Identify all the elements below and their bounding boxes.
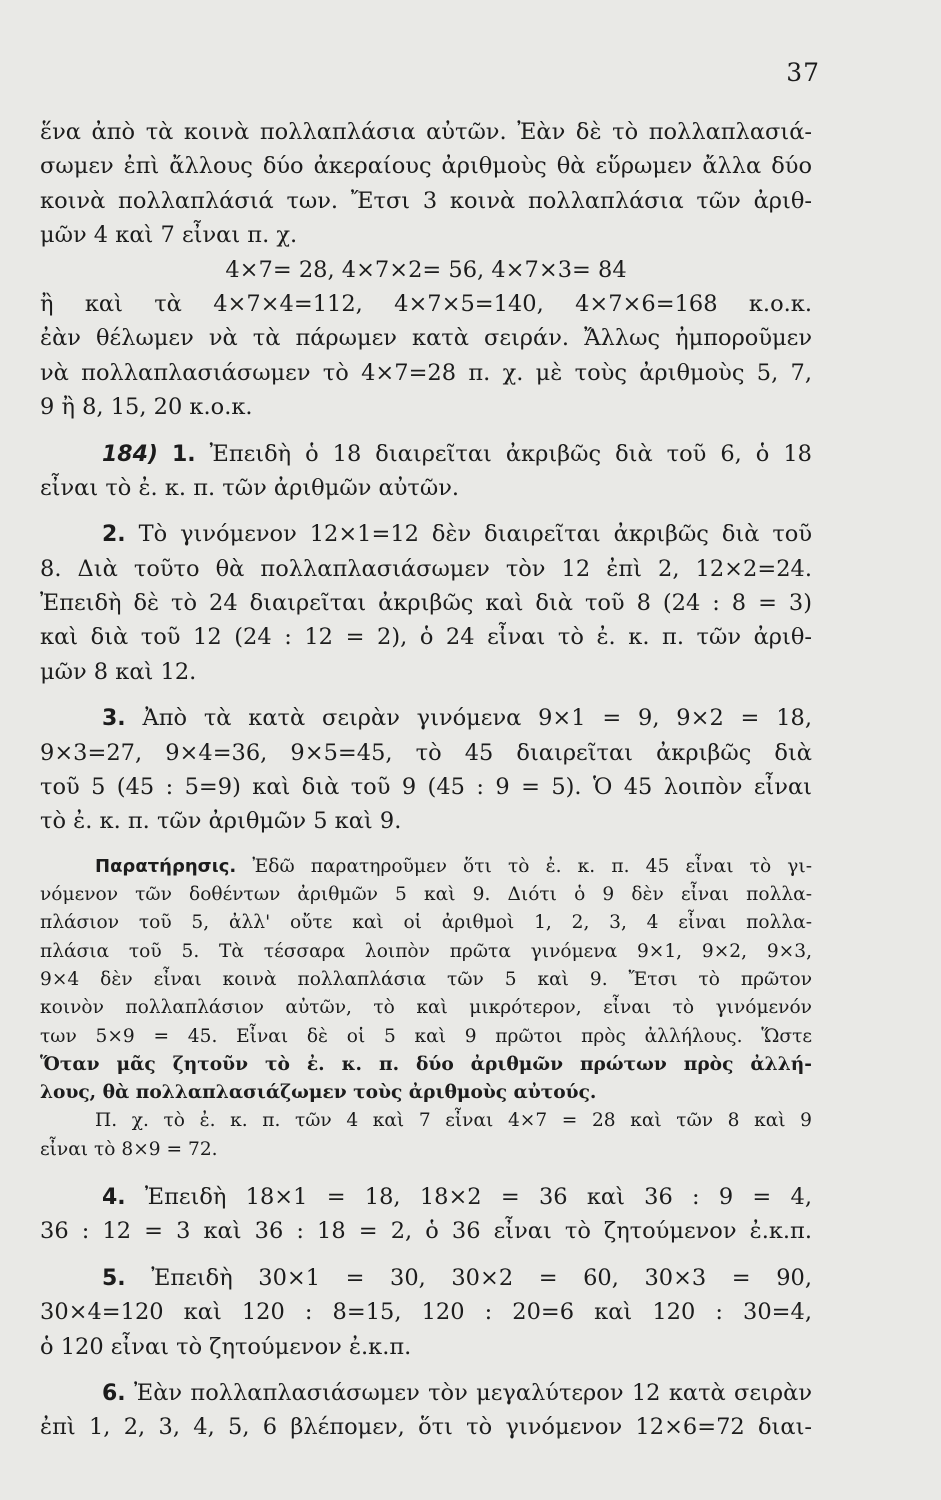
- remark-label: Παρατήρησις.: [95, 855, 237, 877]
- remark-block: [40, 853, 812, 1164]
- item-1-first-line: [40, 437, 812, 471]
- item-5-first-line: [40, 1261, 812, 1295]
- remark-line: πλάσιον τοῦ 5, ἀλλ' οὔτε καὶ οἱ ἀριθμοὶ 1, 2, 3, 4 εἶναι πολλα-: [40, 912, 812, 934]
- item-number: 2.: [102, 522, 126, 548]
- equation-line: 4×7= 28, 4×7×2= 56, 4×7×3= 84: [225, 256, 627, 283]
- remark-line: των 5×9 = 45. Εἶναι δὲ οἱ 5 καὶ 9 πρῶτοι πρὸς ἀλλήλους. Ὥστε: [40, 1025, 812, 1047]
- text-line: 9 ἢ 8, 15, 20 κ.ο.κ.: [40, 394, 253, 421]
- rule-line: Ὅταν μᾶς ζητοῦν τὸ ἐ. κ. π. δύο ἀριθμῶν πρώτων πρὸς ἀλλή-: [40, 1053, 812, 1075]
- item-number: 3.: [102, 706, 126, 732]
- text-line: τοῦ 5 (45 : 5=9) καὶ διὰ τοῦ 9 (45 : 9 = 5). Ὁ 45 λοιπὸν εἶναι: [40, 774, 812, 801]
- remark-text: Ἐδῶ παρατηροῦμεν ὅτι τὸ ἐ. κ. π. 45 εἶναι τὸ γι-: [236, 855, 812, 877]
- text-line: 9×3=27, 9×4=36, 9×5=45, τὸ 45 διαιρεῖται ἀκριβῶς διὰ: [40, 739, 812, 766]
- text-line: Ἐπειδὴ δὲ τὸ 24 διαιρεῖται ἀκριβῶς καὶ διὰ τοῦ 8 (24 : 8 = 3): [40, 590, 812, 617]
- text-line: 30×4=120 καὶ 120 : 8=15, 120 : 20=6 καὶ 120 : 30=4,: [40, 1299, 812, 1326]
- text-line: ἐὰν θέλωμεν νὰ τὰ πάρωμεν κατὰ σειράν. Ἄλλως ἠμποροῦμεν: [40, 325, 812, 352]
- item-4-first-line: [40, 1180, 812, 1214]
- remark-line: νόμενον τῶν δοθέντων ἀριθμῶν 5 καὶ 9. Διότι ὁ 9 δὲν εἶναι πολλα-: [40, 884, 812, 906]
- remark-line: πλάσια τοῦ 5. Τὰ τέσσαρα λοιπὸν πρῶτα γινόμενα 9×1, 9×2, 9×3,: [40, 940, 812, 962]
- text-line: μῶν 8 καὶ 12.: [40, 658, 197, 685]
- item-number: 5.: [102, 1265, 126, 1291]
- item-6-first-line: [40, 1376, 812, 1410]
- item-number: 1.: [171, 441, 196, 467]
- page-number: 37: [786, 58, 820, 87]
- text-line: ἐπὶ 1, 2, 3, 4, 5, 6 βλέπομεν, ὅτι τὸ γινόμενον 12×6=72 διαι-: [40, 1414, 812, 1441]
- item-text: Ἐπειδὴ ὁ 18 διαιρεῖται ἀκριβῶς διὰ τοῦ 6, ὁ 18: [195, 440, 812, 467]
- text-line: ὁ 120 εἶναι τὸ ζητούμενον ἐ.κ.π.: [40, 1333, 412, 1360]
- item-3-first-line: [40, 701, 812, 735]
- text-line: κοινὰ πολλαπλάσιά των. Ἔτσι 3 κοινὰ πολλαπλάσια τῶν ἀριθ-: [40, 187, 812, 214]
- item-text: Ἐπειδὴ 18×1 = 18, 18×2 = 36 καὶ 36 : 9 = 4,: [125, 1184, 812, 1211]
- example-line: Π. χ. τὸ ἐ. κ. π. τῶν 4 καὶ 7 εἶναι 4×7 = 28 καὶ τῶν 8 καὶ 9: [95, 1110, 812, 1132]
- item-number: 4.: [102, 1185, 126, 1211]
- remark-line: κοινὸν πολλαπλάσιον αὐτῶν, τὸ καὶ μικρότερον, εἶναι τὸ γινόμενόν: [40, 997, 812, 1019]
- text-line: ἕνα ἀπὸ τὰ κοινὰ πολλαπλάσια αὐτῶν. Ἐὰν δὲ τὸ πολλαπλασιά-: [40, 119, 812, 145]
- text-line: νὰ πολλαπλασιάσωμεν τὸ 4×7=28 π. χ. μὲ τοὺς ἀριθμοὺς 5, 7,: [40, 359, 812, 386]
- text-line: 8. Διὰ τοῦτο θὰ πολλαπλασιάσωμεν τὸν 12 ἐπὶ 2, 12×2=24.: [40, 555, 812, 582]
- item-text: Ἐπειδὴ 30×1 = 30, 30×2 = 60, 30×3 = 90,: [125, 1264, 812, 1291]
- rule-line: λους, θὰ πολλαπλασιάζωμεν τοὺς ἀριθμοὺς αὐτούς.: [40, 1082, 597, 1104]
- text-line: τὸ ἐ. κ. π. τῶν ἀριθμῶν 5 καὶ 9.: [40, 808, 402, 835]
- example-line: εἶναι τὸ 8×9 = 72.: [40, 1138, 218, 1160]
- text-line: μῶν 4 καὶ 7 εἶναι π. χ.: [40, 222, 298, 249]
- item-number: 6.: [102, 1381, 126, 1407]
- section-label: 184): [102, 441, 158, 467]
- text-line: εἶναι τὸ ἐ. κ. π. τῶν ἀριθμῶν αὐτῶν.: [40, 474, 460, 501]
- item-text: Ἐὰν πολλαπλασιάσωμεν τὸν μεγαλύτερον 12 κατὰ σειρὰν: [125, 1380, 812, 1407]
- item-text: Ἀπὸ τὰ κατὰ σειρὰν γινόμενα 9×1 = 9, 9×2 = 18,: [125, 705, 812, 732]
- item-2-first-line: [40, 517, 812, 551]
- remark-first-line: [40, 853, 812, 881]
- text-line: 36 : 12 = 3 καὶ 36 : 18 = 2, ὁ 36 εἶναι τὸ ζητούμενον ἐ.κ.π.: [40, 1218, 812, 1245]
- body-text: [40, 115, 812, 1445]
- remark-line: 9×4 δὲν εἶναι κοινὰ πολλαπλάσια τῶν 5 καὶ 9. Ἔτσι τὸ πρῶτον: [40, 969, 812, 990]
- item-text: Τὸ γινόμενον 12×1=12 δὲν διαιρεῖται ἀκριβῶς διὰ τοῦ: [125, 521, 812, 548]
- equation-line: ἢ καὶ τὰ 4×7×4=112, 4×7×5=140, 4×7×6=168 κ.ο.κ.: [40, 290, 812, 317]
- text-line: καὶ διὰ τοῦ 12 (24 : 12 = 2), ὁ 24 εἶναι τὸ ἐ. κ. π. τῶν ἀριθ-: [40, 624, 812, 651]
- text-line: σωμεν ἐπὶ ἄλλους δύο ἀκεραίους ἀριθμοὺς θὰ εὕρωμεν ἄλλα δύο: [40, 153, 812, 180]
